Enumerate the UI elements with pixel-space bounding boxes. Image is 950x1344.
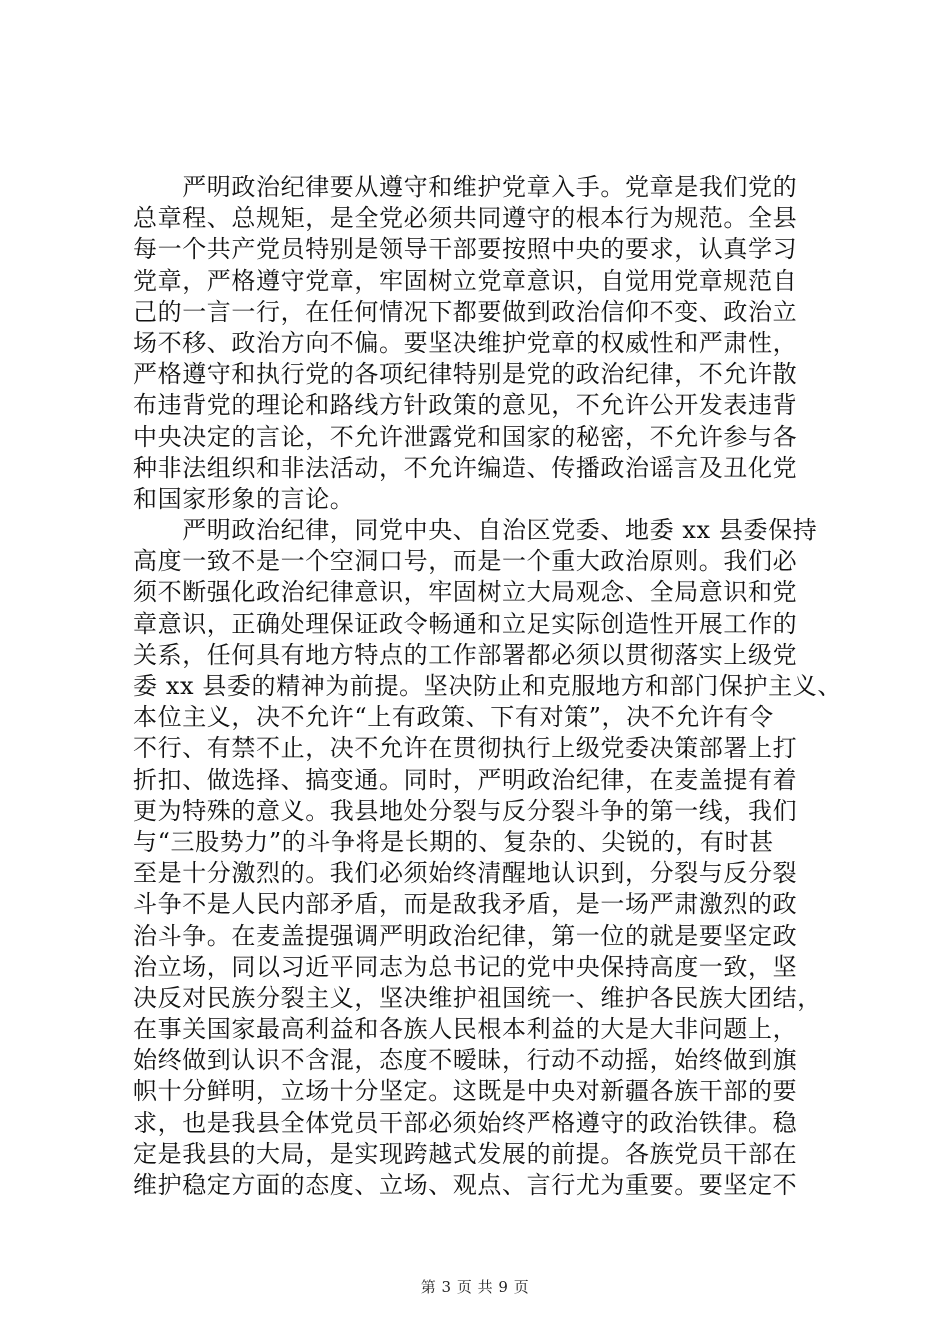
text-line: 治斗争。在麦盖提强调严明政治纪律，第一位的就是要坚定政: [133, 921, 798, 950]
text-line: 严明政治纪律，同党中央、自治区党委、地委 xx 县委保持: [133, 516, 818, 545]
text-line: 总章程、总规矩，是全党必须共同遵守的根本行为规范。全县: [133, 204, 798, 233]
text-line: 严明政治纪律要从遵守和维护党章入手。党章是我们党的: [133, 173, 798, 201]
text-line: 高度一致不是一个空洞口号，而是一个重大政治原则。我们必: [133, 547, 798, 576]
text-line: 己的一言一行，在任何情况下都要做到政治信仰不变、政治立: [133, 297, 798, 326]
text-line: 始终做到认识不含混，态度不暧昧，行动不动摇，始终做到旗: [133, 1046, 798, 1075]
text-line: 中央决定的言论，不允许泄露党和国家的秘密，不允许参与各: [133, 422, 798, 451]
text-line: 帜十分鲜明，立场十分坚定。这既是中央对新疆各族干部的要: [133, 1077, 798, 1106]
text-line: 决反对民族分裂主义，坚决维护祖国统一、维护各民族大团结，: [133, 983, 822, 1012]
paragraph: [133, 515, 842, 1201]
text-line: 须不断强化政治纪律意识，牢固树立大局观念、全局意识和党: [133, 578, 798, 607]
text-line: 至是十分激烈的。我们必须始终清醒地认识到，分裂与反分裂: [133, 859, 798, 888]
text-line: 场不移、政治方向不偏。要坚决维护党章的权威性和严肃性，: [133, 328, 798, 357]
text-line: 维护稳定方面的态度、立场、观点、言行尤为重要。要坚定不: [133, 1171, 798, 1199]
text-line: 折扣、做选择、搞变通。同时，严明政治纪律，在麦盖提有着: [133, 765, 798, 794]
text-line: 每一个共产党员特别是领导干部要按照中央的要求，认真学习: [133, 235, 798, 264]
text-line: 在事关国家最高利益和各族人民根本利益的大是大非问题上，: [133, 1015, 798, 1044]
text-line: 布违背党的理论和路线方针政策的意见，不允许公开发表违背: [133, 391, 798, 420]
text-line: 党章，严格遵守党章，牢固树立党章意识，自觉用党章规范自: [133, 266, 798, 295]
text-line: 求，也是我县全体党员干部必须始终严格遵守的政治铁律。稳: [133, 1108, 798, 1137]
text-line: 与“三股势力”的斗争将是长期的、复杂的、尖锐的，有时甚: [133, 827, 774, 856]
text-line: 关系，任何具有地方特点的工作部署都必须以贯彻落实上级党: [133, 640, 798, 669]
text-line: 和国家形象的言论。: [133, 484, 355, 513]
document-body: [133, 172, 842, 1201]
text-line: 委 xx 县委的精神为前提。坚决防止和克服地方和部门保护主义、: [133, 672, 842, 700]
text-line: 斗争不是人民内部矛盾，而是敌我矛盾，是一场严肃激烈的政: [133, 890, 798, 919]
text-line: 更为特殊的意义。我县地处分裂与反分裂斗争的第一线，我们: [133, 796, 798, 825]
text-line: 治立场，同以习近平同志为总书记的党中央保持高度一致，坚: [133, 952, 798, 981]
text-line: 章意识，正确处理保证政令畅通和立足实际创造性开展工作的: [133, 609, 798, 638]
text-line: 本位主义，决不允许“上有政策、下有对策”，决不允许有令: [133, 703, 774, 732]
page-number-footer: 第 3 页 共 9 页: [420, 1278, 530, 1296]
text-line: 不行、有禁不止，决不允许在贯彻执行上级党委决策部署上打: [133, 734, 798, 763]
text-line: 种非法组织和非法活动，不允许编造、传播政治谣言及丑化党: [133, 453, 798, 482]
text-line: 严格遵守和执行党的各项纪律特别是党的政治纪律，不允许散: [133, 360, 798, 389]
text-line: 定是我县的大局，是实现跨越式发展的前提。各族党员干部在: [133, 1139, 798, 1168]
paragraph: [133, 172, 823, 515]
